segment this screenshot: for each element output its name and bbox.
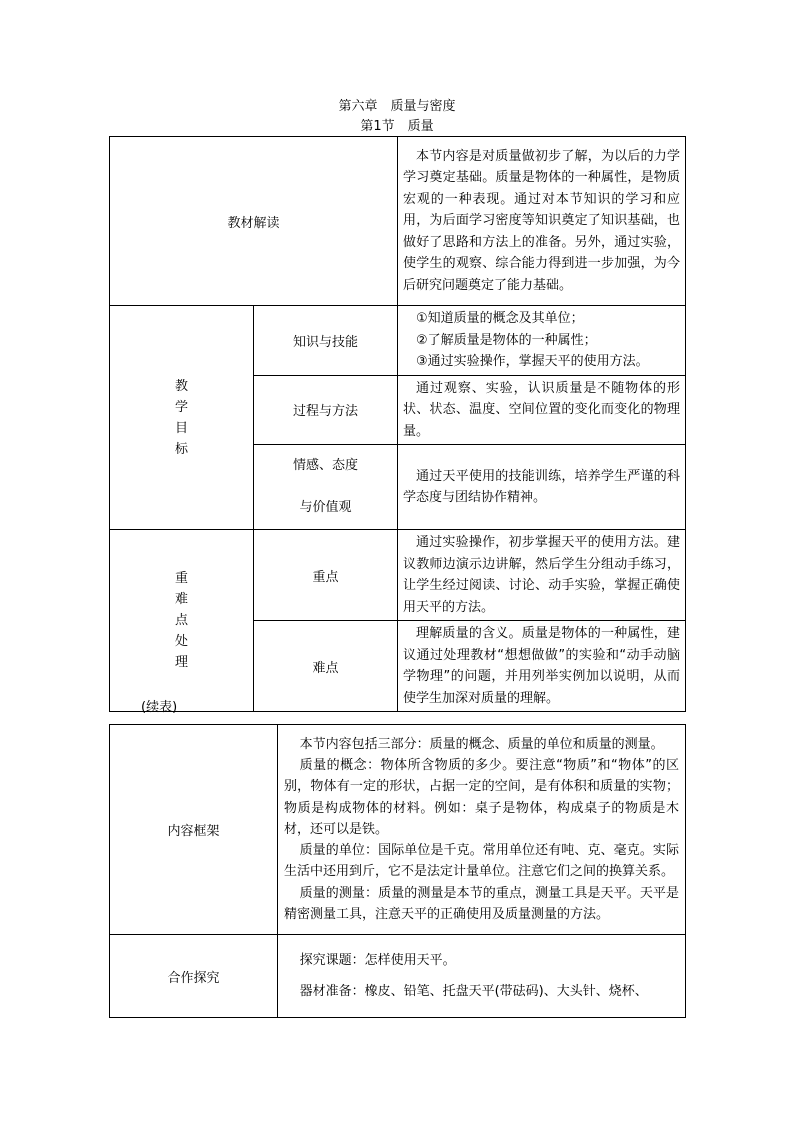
goals-label-char: 教 (174, 378, 188, 394)
process-label: 过程与方法 (254, 375, 398, 445)
textbook-text: 本节内容是对质量做初步了解，为以后的力学学习奠定基础。质量是物体的一种属性，是物质宏观的一种表现。通过对本节知识的学习和应用，为后面学习密度等知识奠定了知识基础，也做好了思路和方法上的准备。另外，通过实验，使学生的观察、综合能力得到进一步加强，为今后研究问题奠定了能力基础。 (403, 148, 681, 293)
emotion-text: 通过天平使用的技能训练，培养学生严谨的科学态度与团结协作精神。 (403, 468, 681, 505)
key-text: 通过实验操作，初步掌握天平的使用方法。建议教师边演示边讲解，然后学生分组动手练习，让学生经过阅读、讨论、动手实验，掌握正确使用天平的方法。 (403, 535, 681, 615)
goals-label (110, 306, 254, 530)
process-cell (398, 375, 686, 445)
framework-paragraph: 质量的概念：物体所含物质的多少。要注意“物质”和“物体”的区别，物体有一定的形状，占据一定的空间，是有体积和质量的实物；物质是构成物体的材料。例如：桌子是物体，构成桌子的物质是木材，还可以是铁。 (284, 757, 679, 837)
framework-paragraph: 本节内容包括三部分：质量的概念、质量的单位和质量的测量。 (299, 736, 664, 752)
knowledge-label: 知识与技能 (254, 306, 398, 376)
chapter-title: 第六章 质量与密度 (338, 99, 456, 114)
coop-equipment: 器材准备：橡皮、铅笔、托盘天平(带砝码)、大头针、烧杯、 (299, 984, 648, 999)
keypoints-label-char: 理 (174, 655, 188, 670)
goals-label-char: 标 (174, 441, 188, 457)
process-text: 通过观察、实验，认识质量是不随物体的形状、状态、温度、空间位置的变化而变化的物理量。 (403, 380, 681, 439)
lesson-plan-table (109, 136, 686, 712)
knowledge-line: ③通过实验操作，掌握天平的使用方法。 (416, 354, 649, 369)
framework-paragraph: 质量的测量：质量的测量是本节的重点，测量工具是天平。天平是精密测量工具，注意天平的正确使用及质量测量的方法。 (284, 885, 679, 923)
framework-label: 内容框架 (110, 725, 278, 935)
section-title: 第1节 质量 (360, 119, 434, 134)
framework-cell (278, 725, 686, 935)
difficult-text: 理解质量的含义。质量是物体的一种属性，建议通过处理教材“想想做做”的实验和“动手动脑学物理”的问题，并用列举实例加以说明，从而使学生加深对质量的理解。 (403, 626, 681, 706)
difficult-label: 难点 (254, 621, 398, 712)
goals-label-char: 目 (174, 420, 188, 436)
keypoints-label-char: 重 (174, 571, 188, 586)
continued-label: (续表) (141, 700, 178, 715)
key-cell (398, 530, 686, 621)
textbook-text-cell (398, 137, 686, 306)
emotion-label-line: 情感、态度 (293, 458, 359, 473)
keypoints-label-char: 难 (174, 592, 188, 607)
textbook-label: 教材解读 (110, 137, 398, 306)
emotion-label (254, 445, 398, 530)
framework-paragraph: 质量的单位：国际单位是千克。常用单位还有吨、克、毫克。实际生活中还用到斤，它不是法定计量单位。注意它们之间的换算关系。 (284, 843, 679, 880)
content-table (109, 724, 686, 1018)
emotion-cell (398, 445, 686, 530)
keypoints-label-char: 点 (174, 613, 188, 628)
difficult-cell (398, 621, 686, 712)
emotion-label-line: 与价值观 (299, 500, 352, 515)
knowledge-cell (398, 306, 686, 376)
coop-topic: 探究课题：怎样使用天平。 (299, 952, 456, 968)
coop-cell (278, 935, 686, 1018)
knowledge-line: ②了解质量是物体的一种属性； (416, 332, 597, 348)
goals-label-char: 学 (174, 399, 188, 415)
keypoints-label-char: 处 (174, 634, 188, 649)
coop-label: 合作探究 (110, 935, 278, 1018)
keypoints-label (110, 530, 254, 712)
key-label: 重点 (254, 530, 398, 621)
knowledge-line: ①知道质量的概念及其单位； (416, 311, 584, 326)
